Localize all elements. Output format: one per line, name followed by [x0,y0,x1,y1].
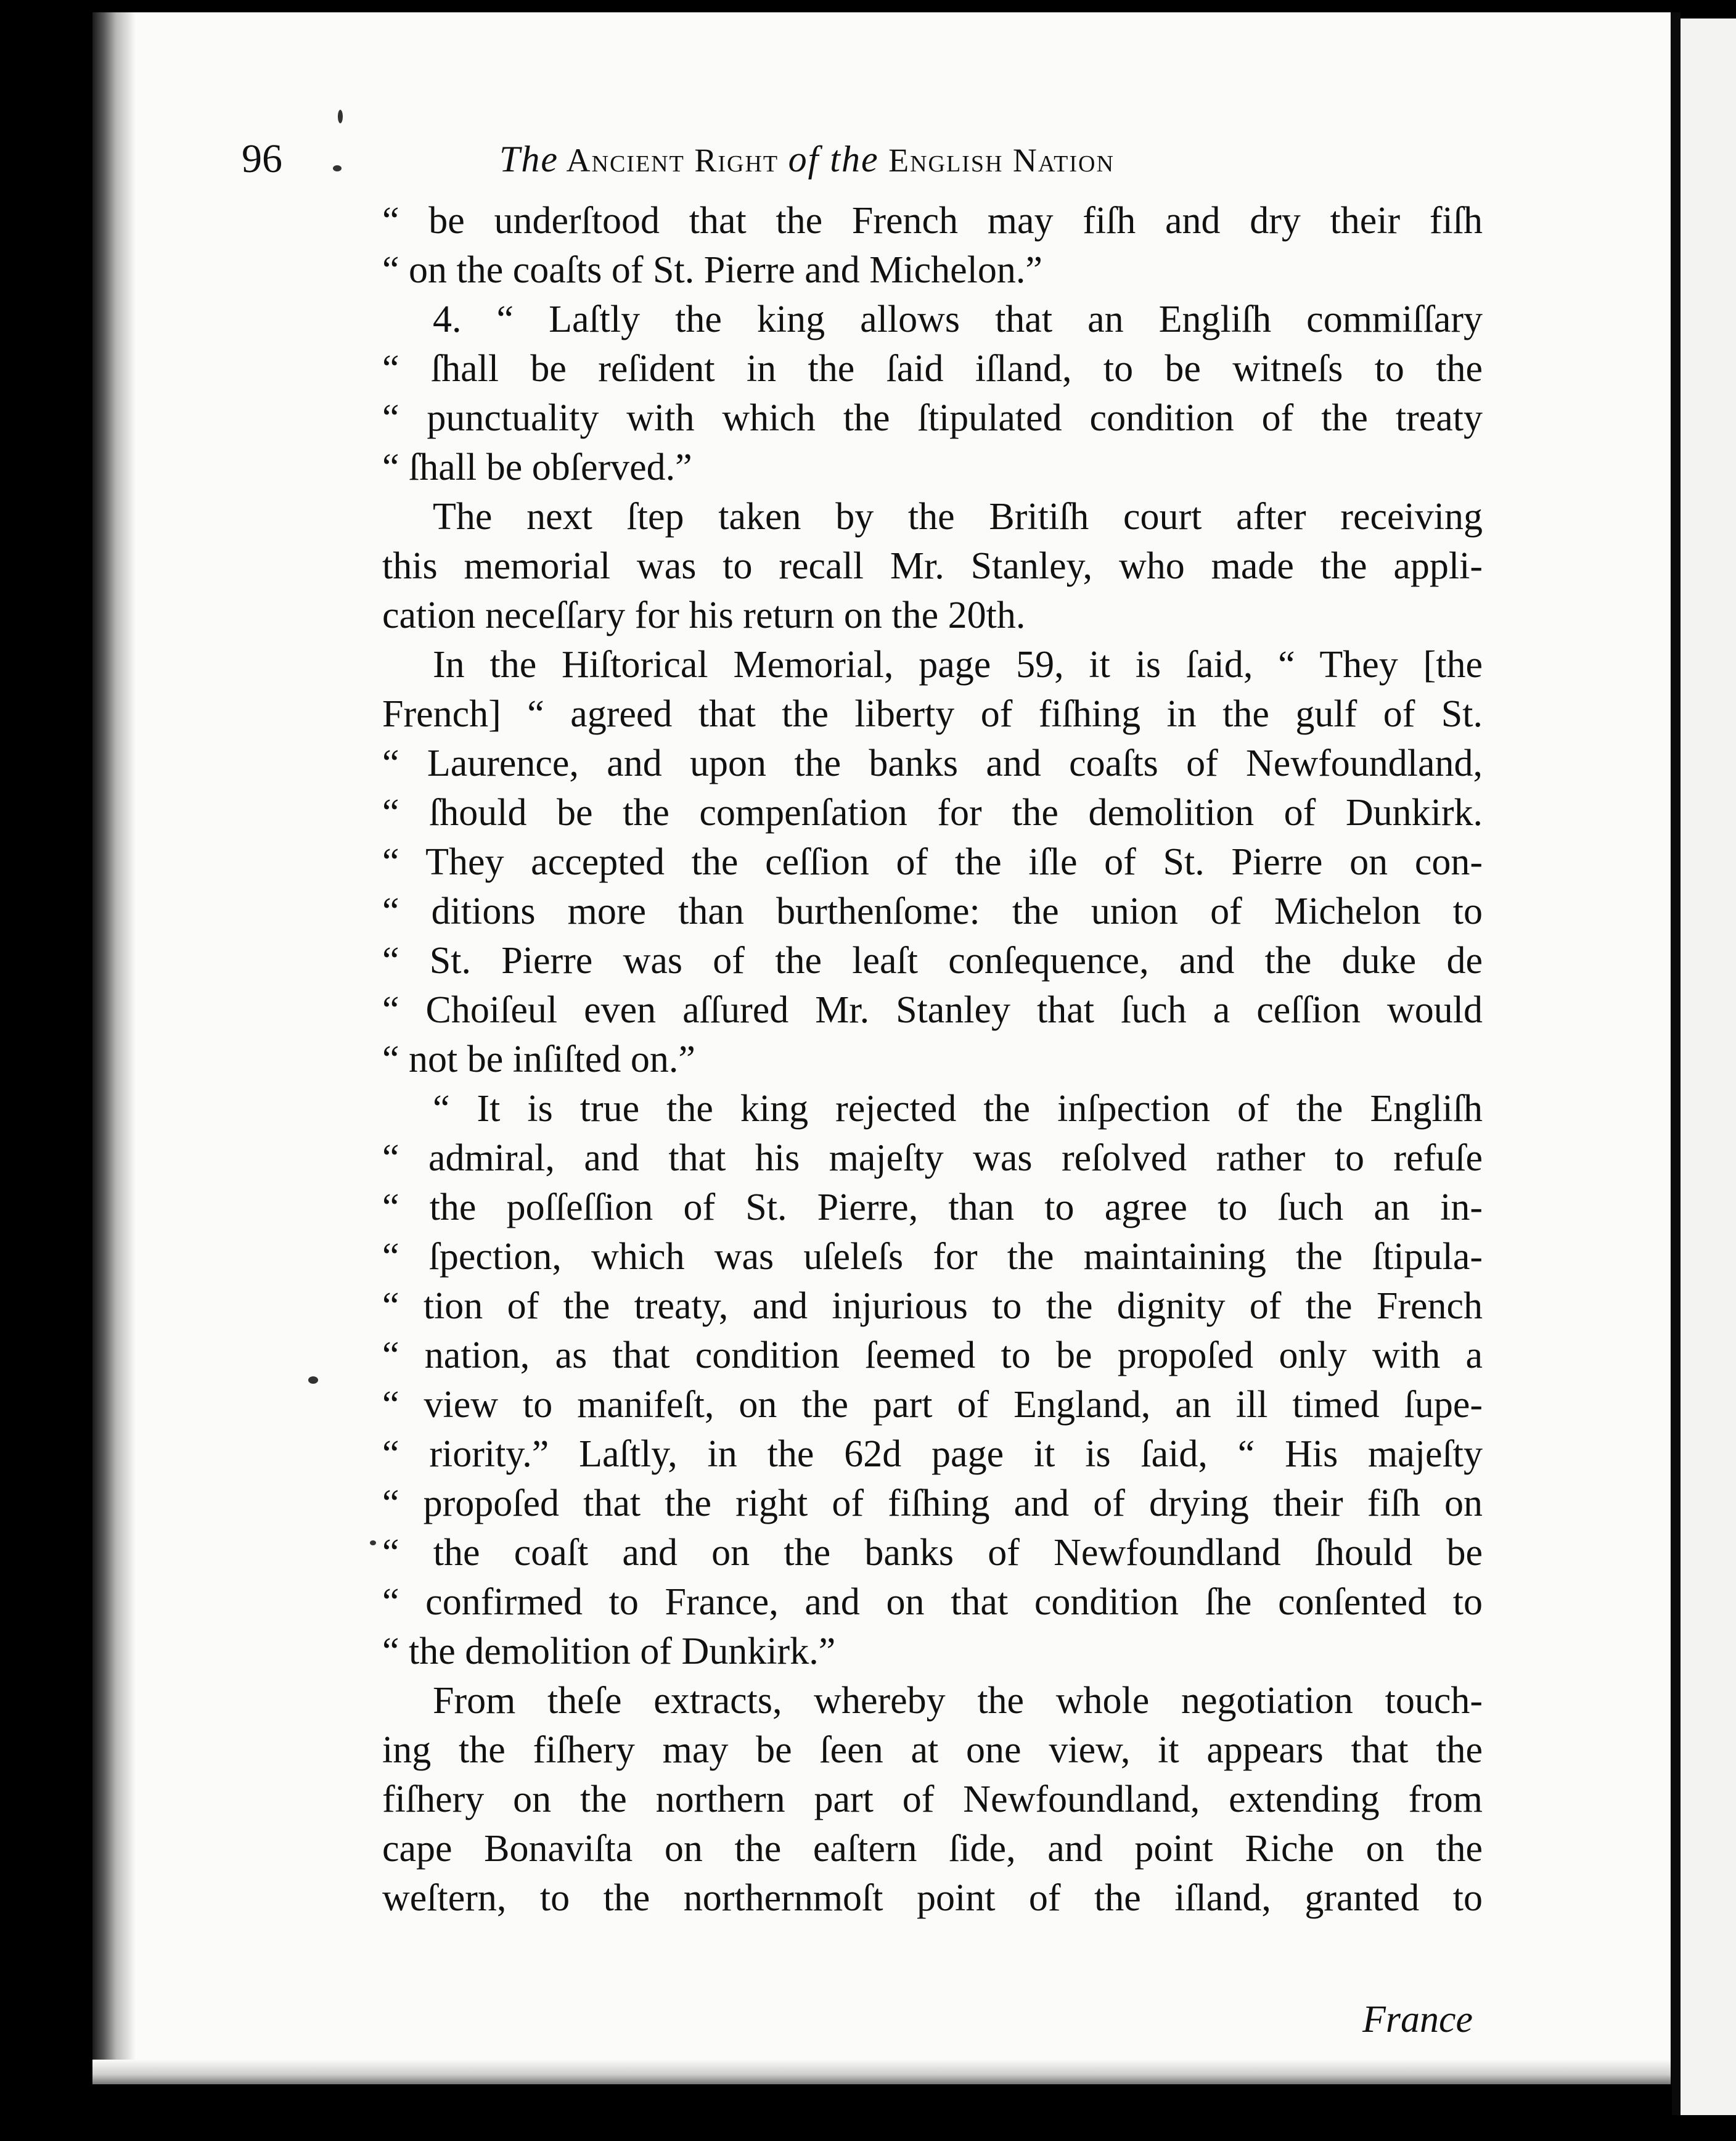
text-line: “ Choiſeul even aſſured Mr. Stanley that ſuch a ceſſion would [382,989,1483,1031]
text-line: “ ſhall be reſident in the ſaid iſland, to be witneſs to the [382,348,1483,390]
text-line: “ Laurence, and upon the banks and coaſts of Newfoundland, [382,742,1483,784]
ink-speck [308,1376,318,1384]
ink-speck [338,110,343,123]
running-head-english-nation: English Nation [878,142,1115,179]
text-line: weſtern, to the northernmoſt point of the iſland, granted to [382,1877,1483,1919]
text-line: “ confirmed to France, and on that condition ſhe conſented to [382,1581,1483,1623]
text-line: “ ſhould be the compenſation for the demolition of Dunkirk. [382,792,1483,834]
text-line: “ punctuality with which the ſtipulated condition of the treaty [382,397,1483,439]
text-line: “ St. Pierre was of the leaſt conſequence, and the duke de [382,940,1483,982]
running-head [499,134,1369,185]
page-number: 96 [242,136,282,181]
text-line: “ nation, as that condition ſeemed to be propoſed only with a [382,1334,1483,1376]
text-line: 4. “ Laſtly the king allows that an Engliſh commiſſary [433,298,1483,340]
text-line: fiſhery on the northern part of Newfoundland, extending from [382,1778,1483,1820]
text-line: “ the coaſt and on the banks of Newfoundland ſhould be [382,1532,1483,1574]
text-line: “ riority.” Laſtly, in the 62d page it is ſaid, “ His majeſty [382,1433,1483,1475]
text-line: “ tion of the treaty, and injurious to the dignity of the French [382,1285,1483,1327]
text-line: In the Hiſtorical Memorial, page 59, it is ſaid, “ They [the [433,644,1483,686]
text-line: “ be underſtood that the French may fiſh and dry their fiſh [382,200,1483,242]
text-line: “ on the coaſts of St. Pierre and Michelon.” [382,249,1042,291]
text-line: “ It is true the king rejected the inſpection of the Engliſh [433,1088,1483,1130]
text-line: “ propoſed that the right of fiſhing and of drying their fiſh on [382,1482,1483,1524]
text-line: French] “ agreed that the liberty of fiſhing in the gulf of St. [382,693,1483,735]
text-line: “ ſhall be obſerved.” [382,446,692,488]
text-line: this memorial was to recall Mr. Stanley, who made the appli- [382,545,1483,587]
text-line: “ view to manifeſt, on the part of England, an ill timed ſupe- [382,1384,1483,1426]
catchword: France [1362,1999,1473,2040]
text-line: “ They accepted the ceſſion of the iſle of St. Pierre on con- [382,841,1483,883]
running-head-the: The [499,139,559,179]
running-head-ancient-right: Ancient Right [559,142,788,179]
running-head-of-the: of the [788,139,879,179]
text-line: ing the fiſhery may be ſeen at one view, it appears that the [382,1729,1483,1771]
text-line: “ the poſſeſſion of St. Pierre, than to agree to ſuch an in- [382,1186,1483,1228]
text-line: cape Bonaviſta on the eaſtern ſide, and point Riche on the [382,1828,1483,1870]
text-line: The next ſtep taken by the Britiſh court after receiving [433,496,1483,538]
ink-speck [370,1540,376,1545]
ink-speck [333,165,342,171]
text-line: “ the demolition of Dunkirk.” [382,1630,836,1672]
text-line: From theſe extracts, whereby the whole negotiation touch- [433,1680,1483,1722]
text-line: cation neceſſary for his return on the 20th. [382,594,1026,636]
text-line: “ ditions more than burthenſome: the union of Michelon to [382,890,1483,932]
text-line: “ ſpection, which was uſeleſs for the maintaining the ſtipula- [382,1236,1483,1278]
text-line: “ admiral, and that his majeſty was reſolved rather to refuſe [382,1137,1483,1179]
text-line: “ not be inſiſted on.” [382,1038,695,1080]
